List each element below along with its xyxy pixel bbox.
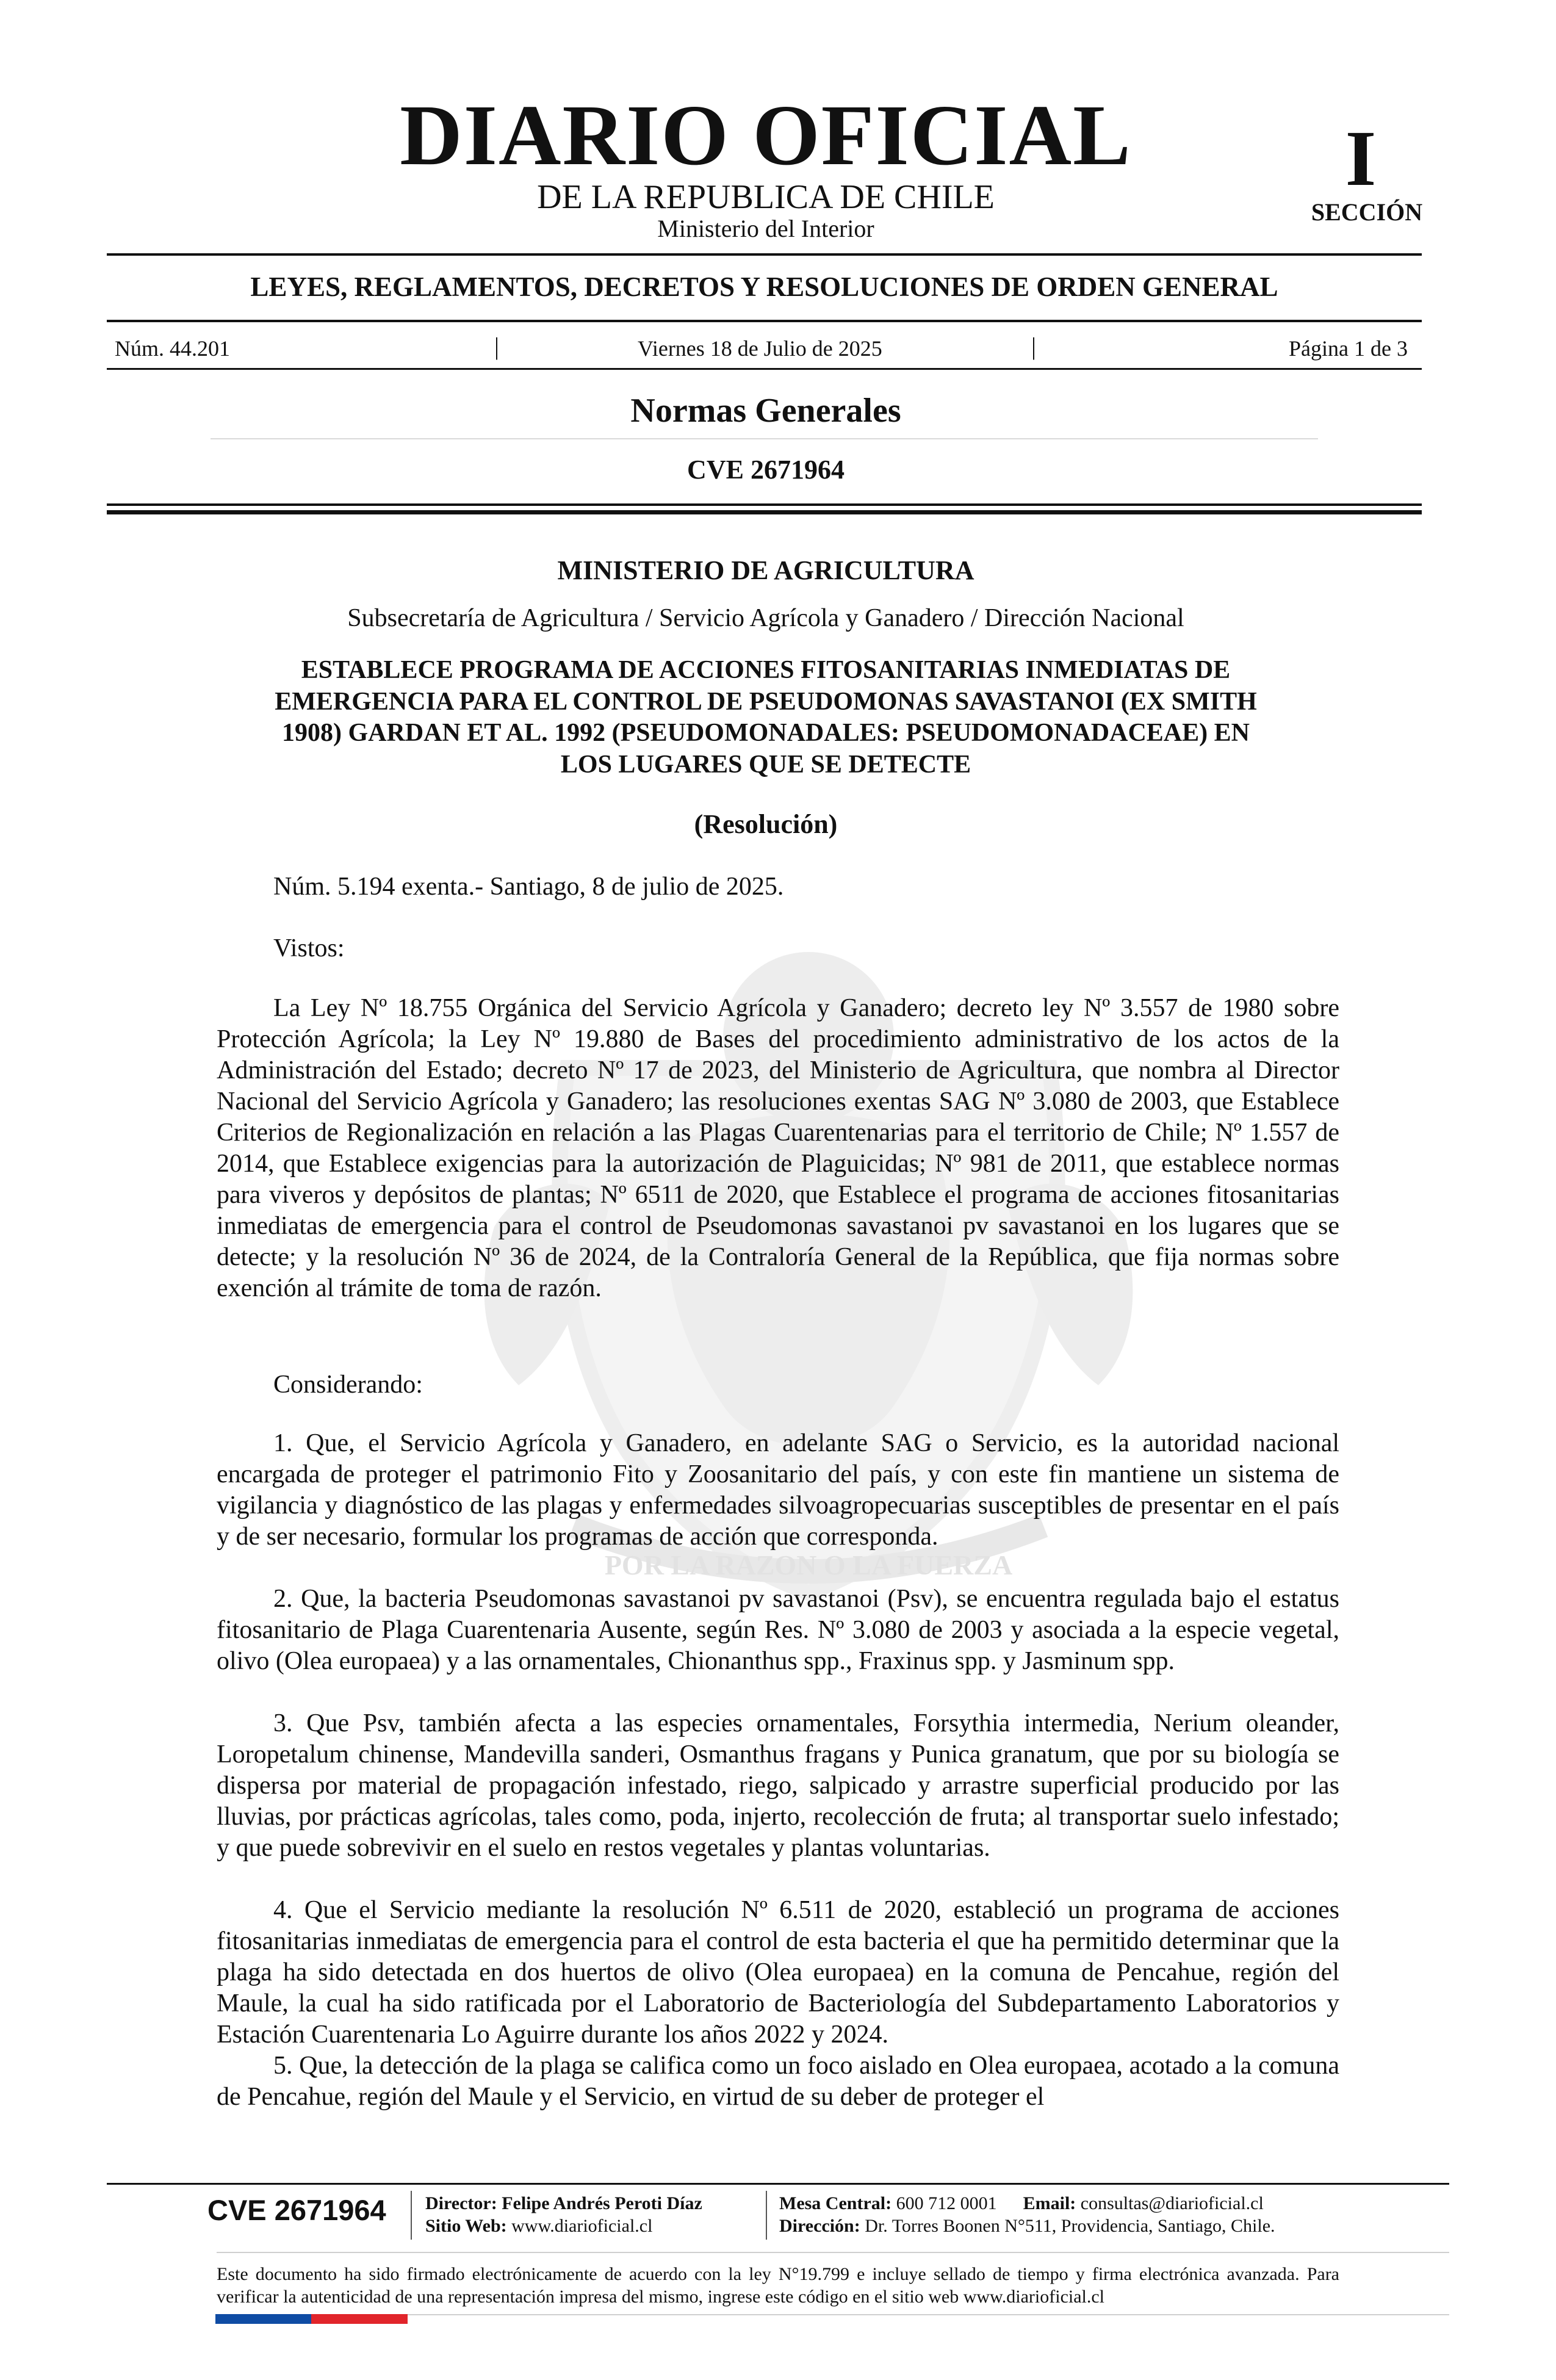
- title-line: ESTABLECE PROGRAMA DE ACCIONES FITOSANITARIAS INMEDIATAS DE: [301, 656, 1231, 684]
- footer-cve: CVE 2671964: [207, 2194, 386, 2226]
- considerando-item: 4. Que el Servicio mediante la resolución Nº 6.511 de 2020, estableció un programa de acciones fitosanitarias inmediatas de emergencia para el control de esta bacteria el que ha permitido determinar que la plaga ha sido detectada en dos huertos de olivo (Olea europaea) en la comuna de Pencahue, región del Maule, la cual ha sido ratificada por el Laboratorio de Bacteriología del Subdepartamento Laboratorios y Estación Cuarentenaria Lo Aguirre durante los años 2022 y 2024.: [217, 1896, 1339, 2049]
- section-number: I: [1345, 115, 1377, 203]
- title-line: 1908) GARDAN ET AL. 1992 (PSEUDOMONADALES: PSEUDOMONADACEAE) EN: [282, 719, 1250, 748]
- title-line: LOS LUGARES QUE SE DETECTE: [560, 750, 971, 779]
- flag-stripe-red: [311, 2314, 408, 2324]
- email-link[interactable]: consultas@diarioficial.cl: [1080, 2193, 1264, 2213]
- director-label: Director:: [425, 2193, 497, 2213]
- website-label: Sitio Web:: [425, 2216, 507, 2236]
- double-rule-top: [107, 503, 1422, 506]
- website-link[interactable]: www.diarioficial.cl: [511, 2216, 653, 2236]
- considerando-label: Considerando:: [273, 1371, 423, 1399]
- mesa-value: 600 712 0001: [896, 2193, 997, 2213]
- section-label: SECCIÓN: [1311, 198, 1423, 226]
- mesa-label: Mesa Central:: [779, 2193, 892, 2213]
- double-rule-bottom: [107, 510, 1422, 514]
- footer-website: [425, 2215, 652, 2237]
- footer-signature-note: Este documento ha sido firmado electrónicamente de acuerdo con la ley N°19.799 e incluye sellado de tiempo y firma electrónica avanzada. Para verificar la autenticidad de una representación impresa del mismo, ingrese este código en el sitio web www.diarioficial.cl: [217, 2264, 1339, 2307]
- footer-thin-rule: [217, 2252, 1449, 2253]
- masthead-ministry: Ministerio del Interior: [657, 215, 874, 242]
- cve-code: CVE 2671964: [687, 455, 845, 485]
- footer-director: [425, 2192, 702, 2215]
- watermark-motto: POR LA RAZON O LA FUERZA: [604, 1549, 1013, 1581]
- vistos-label: Vistos:: [273, 934, 345, 962]
- considerando-item: 3. Que Psv, también afecta a las especies ornamentales, Forsythia intermedia, Nerium oleander, Loropetalum chinense, Mandevilla sanderi, Osmanthus fragans y Punica granatum, que por su biología se dispersa por material de propagación infestado, riego, salpicado y arrastre superficial producido por las lluvias, por prácticas agrícolas, tales como, poda, injerto, recolección de fruta; al transportar suelo infestado; y que puede sobrevivir en el suelo en restos vegetales y plantas voluntarias.: [217, 1709, 1339, 1862]
- masthead-title: DIARIO OFICIAL: [400, 87, 1132, 183]
- document-type: (Resolución): [694, 809, 838, 839]
- category-heading: LEYES, REGLAMENTOS, DECRETOS Y RESOLUCIONES DE ORDEN GENERAL: [250, 272, 1278, 302]
- issue-date: Viernes 18 de Julio de 2025: [638, 336, 882, 361]
- subsecretaria-line: Subsecretaría de Agricultura / Servicio Agrícola y Ganadero / Dirección Nacional: [347, 604, 1184, 632]
- address-value: Dr. Torres Boonen N°511, Providencia, Santiago, Chile.: [865, 2216, 1275, 2236]
- section-heading: Normas Generales: [630, 392, 901, 430]
- footer-separator: [766, 2191, 767, 2240]
- page-indicator: Página 1 de 3: [1289, 336, 1408, 361]
- issue-separator: |: [1031, 333, 1037, 360]
- issue-rule-bottom: [107, 368, 1422, 370]
- considerando-item: 5. Que, la detección de la plaga se califica como un foco aislado en Olea europaea, acotado a la comuna de Pencahue, región del Maule y el Servicio, en virtud de su deber de proteger el: [217, 2052, 1339, 2111]
- header-rule: [107, 253, 1422, 256]
- issue-separator: |: [494, 333, 500, 360]
- considerando-item: 2. Que, la bacteria Pseudomonas savastanoi pv savastanoi (Psv), se encuentra regulada bajo el estatus fitosanitario de Plaga Cuarentenaria Ausente, según Res. Nº 3.080 de 2003 y asociada a la especie vegetal, olivo (Olea europaea) y a las ornamentales, Chionanthus spp., Fraxinus spp. y Jasminum spp.: [217, 1585, 1339, 1675]
- footer-rule: [107, 2183, 1449, 2185]
- issue-number: Núm. 44.201: [115, 336, 230, 361]
- email-label: Email:: [1023, 2193, 1076, 2213]
- director-name: Felipe Andrés Peroti Díaz: [502, 2193, 702, 2213]
- resolution-title: [207, 655, 1324, 781]
- ministry-heading: MINISTERIO DE AGRICULTURA: [557, 555, 974, 585]
- flag-stripe-blue: [215, 2314, 311, 2324]
- footer-address: [779, 2215, 1275, 2237]
- title-line: EMERGENCIA PARA EL CONTROL DE PSEUDOMONAS SAVASTANOI (EX SMITH: [275, 687, 1257, 716]
- masthead-subtitle: DE LA REPUBLICA DE CHILE: [537, 178, 995, 216]
- resolution-number: Núm. 5.194 exenta.- Santiago, 8 de julio de 2025.: [273, 873, 784, 901]
- considerando-item: 1. Que, el Servicio Agrícola y Ganadero, en adelante SAG o Servicio, es la autoridad nacional encargada de proteger el patrimonio Fito y Zoosanitario del país, y con este fin mantiene un sistema de vigilancia y diagnóstico de las plagas y enfermedades silvoagropecuarias susceptibles de presentar en el país y de ser necesario, formular los programas de acción que corresponda.: [217, 1429, 1339, 1551]
- issue-rule-top: [107, 320, 1422, 322]
- address-label: Dirección:: [779, 2216, 860, 2236]
- section-divider: [211, 438, 1318, 439]
- footer-separator: [411, 2191, 412, 2240]
- footer-contact: [779, 2192, 1264, 2215]
- vistos-paragraph: La Ley Nº 18.755 Orgánica del Servicio Agrícola y Ganadero; decreto ley Nº 3.557 de 1980 sobre Protección Agrícola; la Ley Nº 19.880 de Bases del procedimiento administrativo de los actos de la Administración del Estado; decreto Nº 17 de 2023, del Ministerio de Agricultura, que nombra al Director Nacional del Servicio Agrícola y Ganadero; las resoluciones exentas SAG Nº 3.080 de 2003, que Establece Criterios de Regionalización en relación a las Plagas Cuarentenarias para el territorio de Chile; Nº 1.557 de 2014, que Establece exigencias para la autorización de Plaguicidas; Nº 981 de 2011, que establece normas para viveros y depósitos de plantas; Nº 6511 de 2020, que Establece el programa de acciones fitosanitarias inmediatas de emergencia para el control de Pseudomonas savastanoi pv savastanoi en los lugares que se detecte; y la resolución Nº 36 de 2024, de la Contraloría General de la República, que fija normas sobre exención al trámite de toma de razón.: [217, 994, 1339, 1302]
